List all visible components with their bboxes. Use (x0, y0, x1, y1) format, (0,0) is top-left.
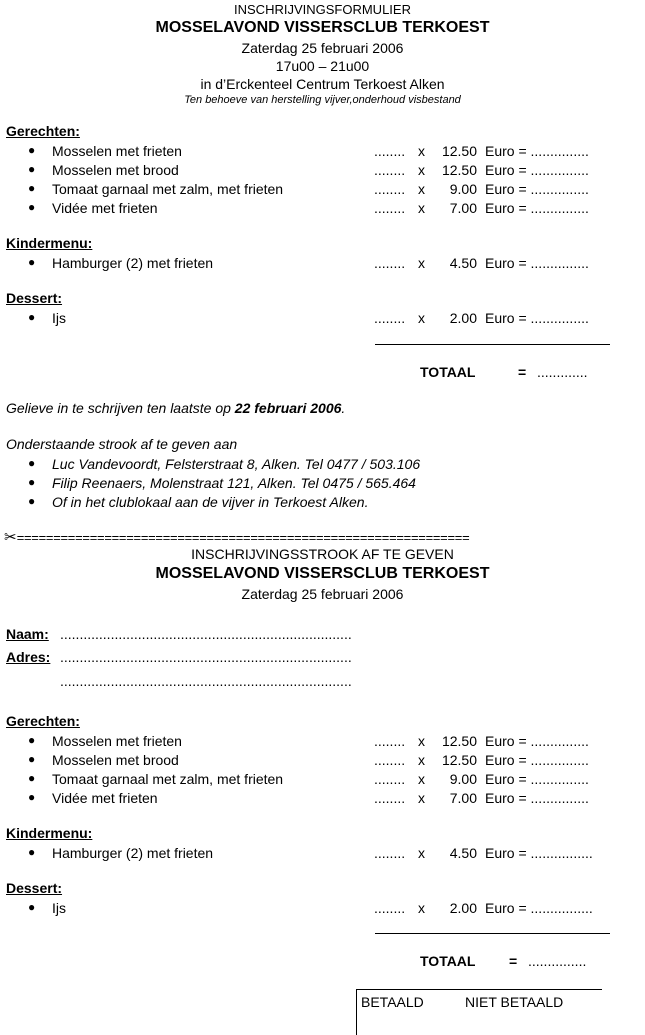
quantity-field[interactable]: ........ (374, 200, 406, 216)
total-field[interactable]: ............. (537, 364, 588, 380)
euro-amount-field[interactable]: Euro = ................ (485, 900, 593, 916)
item-price: 12.50 (441, 752, 477, 768)
times-sign: x (418, 752, 425, 768)
slip-gerechten-list (0, 733, 645, 813)
item-name: Tomaat garnaal met zalm, met frieten (52, 181, 284, 197)
bullet-icon: ● (28, 733, 36, 747)
euro-amount-field[interactable]: Euro = ............... (485, 143, 589, 159)
section-title-gerechten: Gerechten: (6, 123, 80, 139)
euro-amount-field[interactable]: Euro = ............... (485, 181, 589, 197)
bullet-icon: ● (28, 143, 36, 157)
form-title: MOSSELAVOND VISSERSCLUB TERKOEST (155, 19, 490, 36)
submit-intro: Onderstaande strook af te geven aan (6, 436, 238, 452)
quantity-field[interactable]: ........ (374, 900, 406, 916)
section-title-dessert: Dessert: (6, 290, 63, 306)
item-price: 12.50 (441, 733, 477, 749)
slip-total-equals: = (509, 953, 518, 969)
item-name: Hamburger (2) met frieten (52, 255, 214, 271)
bullet-icon: ● (28, 752, 36, 766)
list-item (0, 255, 645, 274)
slip-date: Zaterdag 25 februari 2006 (241, 586, 404, 602)
euro-amount-field[interactable]: Euro = ............... (485, 200, 589, 216)
euro-amount-field[interactable]: Euro = ................ (485, 845, 593, 861)
bullet-icon: ● (28, 475, 36, 489)
list-item (0, 733, 645, 752)
form-purpose: Ten behoeve van herstelling vijver,onderhoud visbestand (184, 94, 461, 106)
item-name: Mosselen met frieten (52, 733, 182, 749)
times-sign: x (418, 733, 425, 749)
euro-amount-field[interactable]: Euro = ............... (485, 310, 589, 326)
bullet-icon: ● (28, 494, 36, 508)
unpaid-option[interactable]: NIET BETAALD (465, 994, 564, 1010)
paid-option[interactable]: BETAALD (361, 994, 424, 1010)
bullet-icon: ● (28, 900, 36, 914)
item-price: 2.00 (449, 900, 477, 916)
times-sign: x (418, 181, 425, 197)
item-name: Tomaat garnaal met zalm, met frieten (52, 771, 284, 787)
form-date: Zaterdag 25 februari 2006 (241, 40, 404, 56)
slip-title: MOSSELAVOND VISSERSCLUB TERKOEST (155, 565, 490, 582)
quantity-field[interactable]: ........ (374, 752, 406, 768)
item-price: 9.00 (449, 771, 477, 787)
cut-line-equals: ============================================================== (16, 531, 470, 546)
total-label: TOTAAL (420, 364, 476, 380)
slip-total-divider (375, 933, 610, 934)
quantity-field[interactable]: ........ (374, 143, 406, 159)
quantity-field[interactable]: ........ (374, 310, 406, 326)
section-title-kindermenu: Kindermenu: (6, 235, 93, 251)
total-divider (375, 344, 610, 345)
slip-section-title-dessert: Dessert: (6, 880, 63, 896)
times-sign: x (418, 162, 425, 178)
item-name: Ijs (52, 310, 66, 326)
list-item (0, 310, 645, 329)
times-sign: x (418, 255, 425, 271)
contact-item (0, 494, 645, 513)
item-name: Hamburger (2) met frieten (52, 845, 214, 861)
slip-section-title-kindermenu: Kindermenu: (6, 825, 93, 841)
quantity-field[interactable]: ........ (374, 790, 406, 806)
item-name: Mosselen met brood (52, 162, 179, 178)
contact-text: Luc Vandevoordt, Felsterstraat 8, Alken. Tel 0477 / 503.106 (52, 456, 421, 472)
item-price: 12.50 (441, 143, 477, 159)
slip-header-small: INSCHRIJVINGSSTROOK AF TE GEVEN (191, 546, 454, 562)
name-label: Naam: (6, 626, 49, 642)
deadline-suffix: . (341, 400, 346, 416)
contact-text: Filip Reenaers, Molenstraat 121, Alken. Tel 0475 / 565.464 (52, 475, 416, 491)
item-name: Vidée met frieten (52, 790, 158, 806)
times-sign: x (418, 790, 425, 806)
euro-amount-field[interactable]: Euro = ............... (485, 162, 589, 178)
item-price: 12.50 (441, 162, 477, 178)
bullet-icon: ● (28, 456, 36, 470)
payment-status-box (356, 989, 602, 1035)
list-item (0, 200, 645, 219)
address-label: Adres: (6, 649, 51, 665)
times-sign: x (418, 771, 425, 787)
quantity-field[interactable]: ........ (374, 733, 406, 749)
slip-section-title-gerechten: Gerechten: (6, 713, 80, 729)
contact-text: Of in het clublokaal aan de vijver in Terkoest Alken. (52, 494, 369, 510)
name-field[interactable]: ........................................................................... (60, 626, 352, 642)
item-price: 7.00 (449, 200, 477, 216)
quantity-field[interactable]: ........ (374, 771, 406, 787)
quantity-field[interactable]: ........ (374, 181, 406, 197)
slip-total-label: TOTAAL (420, 953, 476, 969)
gerechten-list (0, 143, 645, 223)
item-price: 4.50 (449, 255, 477, 271)
bullet-icon: ● (28, 181, 36, 195)
bullet-icon: ● (28, 845, 36, 859)
bullet-icon: ● (28, 200, 36, 214)
bullet-icon: ● (28, 255, 36, 269)
deadline-prefix: Gelieve in te schrijven ten laatste op (6, 400, 235, 416)
contact-item (0, 475, 645, 494)
item-price: 7.00 (449, 790, 477, 806)
times-sign: x (418, 310, 425, 326)
bullet-icon: ● (28, 771, 36, 785)
list-item (0, 845, 645, 864)
times-sign: x (418, 845, 425, 861)
form-header-small: INSCHRIJVINGSFORMULIER (234, 2, 411, 17)
form-time: 17u00 – 21u00 (275, 58, 370, 74)
deadline-text (6, 400, 345, 416)
bullet-icon: ● (28, 310, 36, 324)
quantity-field[interactable]: ........ (374, 845, 406, 861)
euro-amount-field[interactable]: Euro = ............... (485, 255, 589, 271)
times-sign: x (418, 143, 425, 159)
euro-amount-field[interactable]: Euro = ............... (485, 790, 589, 806)
item-price: 2.00 (449, 310, 477, 326)
list-item (0, 790, 645, 809)
quantity-field[interactable]: ........ (374, 162, 406, 178)
quantity-field[interactable]: ........ (374, 255, 406, 271)
list-item (0, 143, 645, 162)
item-name: Vidée met frieten (52, 200, 158, 216)
list-item (0, 181, 645, 200)
times-sign: x (418, 900, 425, 916)
total-equals: = (518, 364, 527, 380)
list-item (0, 900, 645, 919)
deadline-date: 22 februari 2006 (234, 400, 342, 416)
euro-amount-field[interactable]: Euro = ............... (485, 771, 589, 787)
cut-line (4, 528, 624, 546)
scissors-icon: ✂ (4, 529, 17, 546)
list-item (0, 771, 645, 790)
list-item (0, 162, 645, 181)
list-item (0, 752, 645, 771)
item-name: Mosselen met frieten (52, 143, 182, 159)
slip-total-field[interactable]: ............... (528, 953, 587, 969)
bullet-icon: ● (28, 790, 36, 804)
item-price: 4.50 (449, 845, 477, 861)
item-name: Ijs (52, 900, 66, 916)
contact-item (0, 456, 645, 475)
address-field[interactable]: ........................................................................... (60, 649, 352, 665)
bullet-icon: ● (28, 162, 36, 176)
euro-amount-field[interactable]: Euro = ............... (485, 752, 589, 768)
times-sign: x (418, 200, 425, 216)
form-location: in d’Erckenteel Centrum Terkoest Alken (200, 76, 445, 92)
euro-amount-field[interactable]: Euro = ............... (485, 733, 589, 749)
item-name: Mosselen met brood (52, 752, 179, 768)
item-price: 9.00 (449, 181, 477, 197)
address-field-line2[interactable]: ........................................................................... (60, 673, 352, 689)
